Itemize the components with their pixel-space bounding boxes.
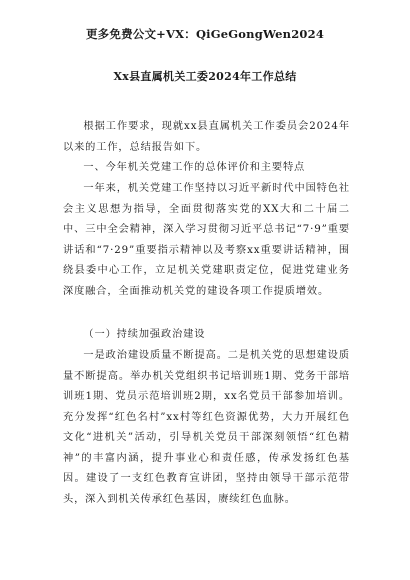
section-heading: 一、今年机关党建工作的总体评价和主要特点: [83, 162, 306, 173]
subsection-heading: （一）持续加强政治建设: [83, 329, 206, 340]
body-paragraph: 一是政治建设质量不断提高。二是机关党的思想建设质量不断提高。举办机关党组织书记培训班1期、党务干部培训班1期、党员示范培训班2期，xx名党员干部参加培训。充分发挥“红色名村”xx村等红色资源优势，大力开展红色文化“进机关”活动，引导机关党员干部深刻领悟“红色精神”的丰富内涵，提升事业心和责任感，传承发扬红色基因。建设了一支红色教育宣讲团，坚持由领导干部示范带头，深入到机关传承红色基因，赓续红色血脉。: [63, 350, 350, 505]
body-paragraph: 一年来，机关党建工作坚持以习近平新时代中国特色社会主义思想为指导，全面贯彻落实党的XX大和二十届二中、三中全会精神，深入学习贯彻习近平总书记“7·9”重要讲话和“7·29”重要指示精神以及考察xx重要讲话精神，围绕县委中心工作，立足机关党建职责定位，促进党建业务深度融合，全面推动机关党的建设各项工作提质增效。: [63, 183, 350, 297]
intro-paragraph: 根据工作要求，现就xx县直属机关工作委员会2024年以来的工作，总结报告如下。: [63, 121, 350, 153]
document-title: Xx县直属机关工委2024年工作总结: [113, 70, 297, 83]
header-note: 更多免费公文+VX：QiGeGongWen2024: [85, 27, 325, 41]
